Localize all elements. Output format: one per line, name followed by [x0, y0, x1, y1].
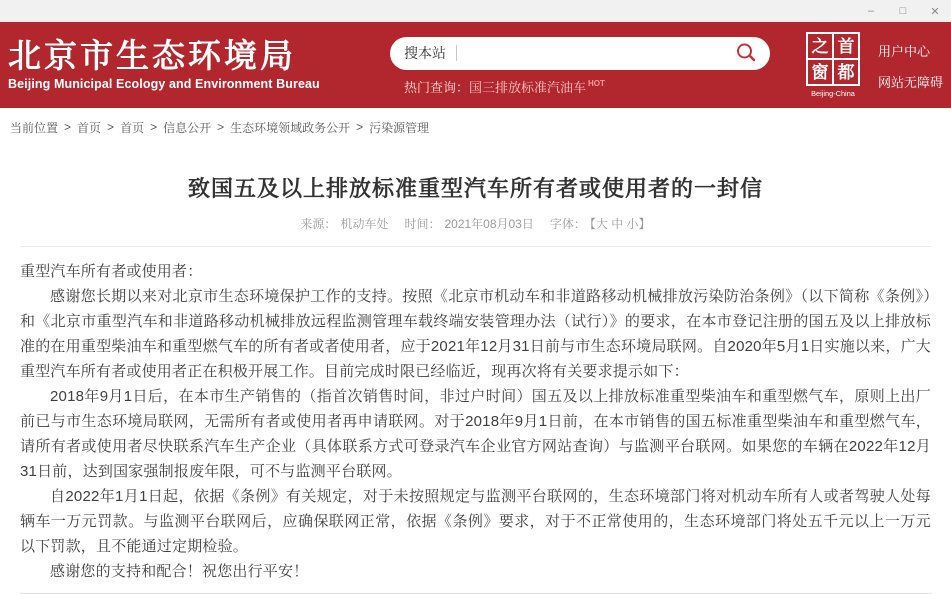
user-links [878, 32, 943, 91]
page-title: 致国五及以上排放标准重型汽车所有者或使用者的一封信 [187, 176, 763, 201]
time-label: 时间： [404, 217, 441, 231]
source-label: 来源： [300, 217, 337, 231]
breadcrumb [0, 108, 951, 146]
paragraph: 2018年9月1日后，在本市生产销售的（指首次销售时间，非过户时间）国五及以上排放标准重型柴油车和重型燃气车，原则上出厂前已与市生态环境局联网，无需所有者或使用者再申请联网。对于2018年9月1日前，在本市销售的国五标准重型柴油车和重型燃气车，请所有者或使用者尽快联系汽车生产企业（具体联系方式可登录汽车企业官方网站查询）与监测平台联网。如果您的车辆在2022年12月31日前，达到国家强制报废年限，可不与监测平台联网。 [20, 388, 931, 480]
site-title-zh: 北京市生态环境局 [8, 36, 296, 74]
breadcrumb-item-home[interactable]: 首页 [77, 120, 102, 135]
breadcrumb-separator: > [356, 120, 364, 134]
hot-query-link[interactable]: 国三排放标准汽油车 [469, 79, 587, 95]
font-size-switcher[interactable]: 【大 中 小】 [589, 217, 651, 231]
hot-queries-label: 热门查询： [404, 79, 470, 95]
seal-caption: Beijing-China [811, 89, 855, 98]
accessibility-link[interactable]: 网站无障碍 [877, 75, 943, 90]
salutation: 重型汽车所有者或使用者： [20, 263, 203, 280]
seal-char: 都 [834, 60, 858, 84]
source-value: 机动车处 [340, 217, 389, 231]
breadcrumb-item-gov-affairs[interactable]: 生态环境领域政务公开 [230, 120, 351, 135]
paragraph: 自2022年1月1日起，依据《条例》有关规定，对于未按照规定与监测平台联网的，生态环境部门将对机动车所有人或者驾驶人处每辆车一万元罚款。与监测平台联网后，应确保联网正常，依据《条例》要求，对于不正常使用的，生态环境部门将处五千元以上一万元以下罚款，且不能通过定期检验。 [20, 488, 931, 555]
maximize-icon[interactable]: □ [899, 5, 907, 17]
breadcrumb-separator: > [150, 120, 158, 134]
search-input[interactable] [457, 45, 732, 61]
search-icon [734, 41, 758, 65]
seal-char: 首 [834, 34, 858, 58]
breadcrumb-separator: > [64, 120, 72, 134]
search-bar [390, 37, 770, 70]
minimize-icon[interactable]: – [867, 5, 875, 17]
hot-badge: HOT [588, 79, 605, 89]
capital-window-seal-logo[interactable] [802, 32, 864, 98]
article [0, 146, 951, 594]
breadcrumb-item-pollution-source[interactable]: 污染源管理 [369, 120, 430, 135]
window-titlebar [0, 0, 951, 22]
user-center-link[interactable]: 用户中心 [877, 44, 930, 59]
site-header [0, 22, 951, 108]
site-title-en: Beijing Municipal Ecology and Environment Bureau [8, 77, 320, 92]
breadcrumb-separator: > [217, 120, 225, 134]
hot-queries [390, 77, 770, 96]
article-body [20, 259, 931, 584]
close-icon[interactable]: ✕ [930, 5, 940, 18]
seal-char: 之 [808, 34, 832, 58]
breadcrumb-label: 当前位置 [10, 120, 59, 135]
paragraph: 感谢您长期以来对北京市生态环境保护工作的支持。按照《北京市机动车和非道路移动机械排放污染防治条例》（以下简称《条例》）和《北京市重型汽车和非道路移动机械排放远程监测管理车载终端安装管理办法（试行）》的要求，在本市登记注册的国五及以上排放标准的在用重型柴油车和重型燃气车的所有者或者使用者，应于2021年12月31日前与市生态环境局联网。自2020年5月1日实施以来，广大重型汽车所有者或使用者正在积极开展工作。目前完成时限已经临近，现再次将有关要求提示如下： [20, 288, 931, 380]
paragraph: 感谢您的支持和配合！祝您出行平安！ [50, 563, 309, 580]
breadcrumb-item-info-disclosure[interactable]: 信息公开 [163, 120, 212, 135]
header-right [802, 32, 945, 98]
time-value: 2021年08月03日 [444, 217, 534, 231]
site-logo[interactable] [8, 36, 384, 92]
seal-char: 窗 [808, 60, 832, 84]
search-area [390, 37, 770, 96]
breadcrumb-separator: > [107, 120, 115, 134]
seal-grid [806, 32, 860, 86]
search-scope-label: 搜本站 [404, 45, 446, 61]
article-meta [20, 215, 931, 247]
breadcrumb-item-home2[interactable]: 首页 [120, 120, 145, 135]
search-button[interactable] [732, 39, 760, 67]
font-label: 字体： [549, 217, 586, 231]
